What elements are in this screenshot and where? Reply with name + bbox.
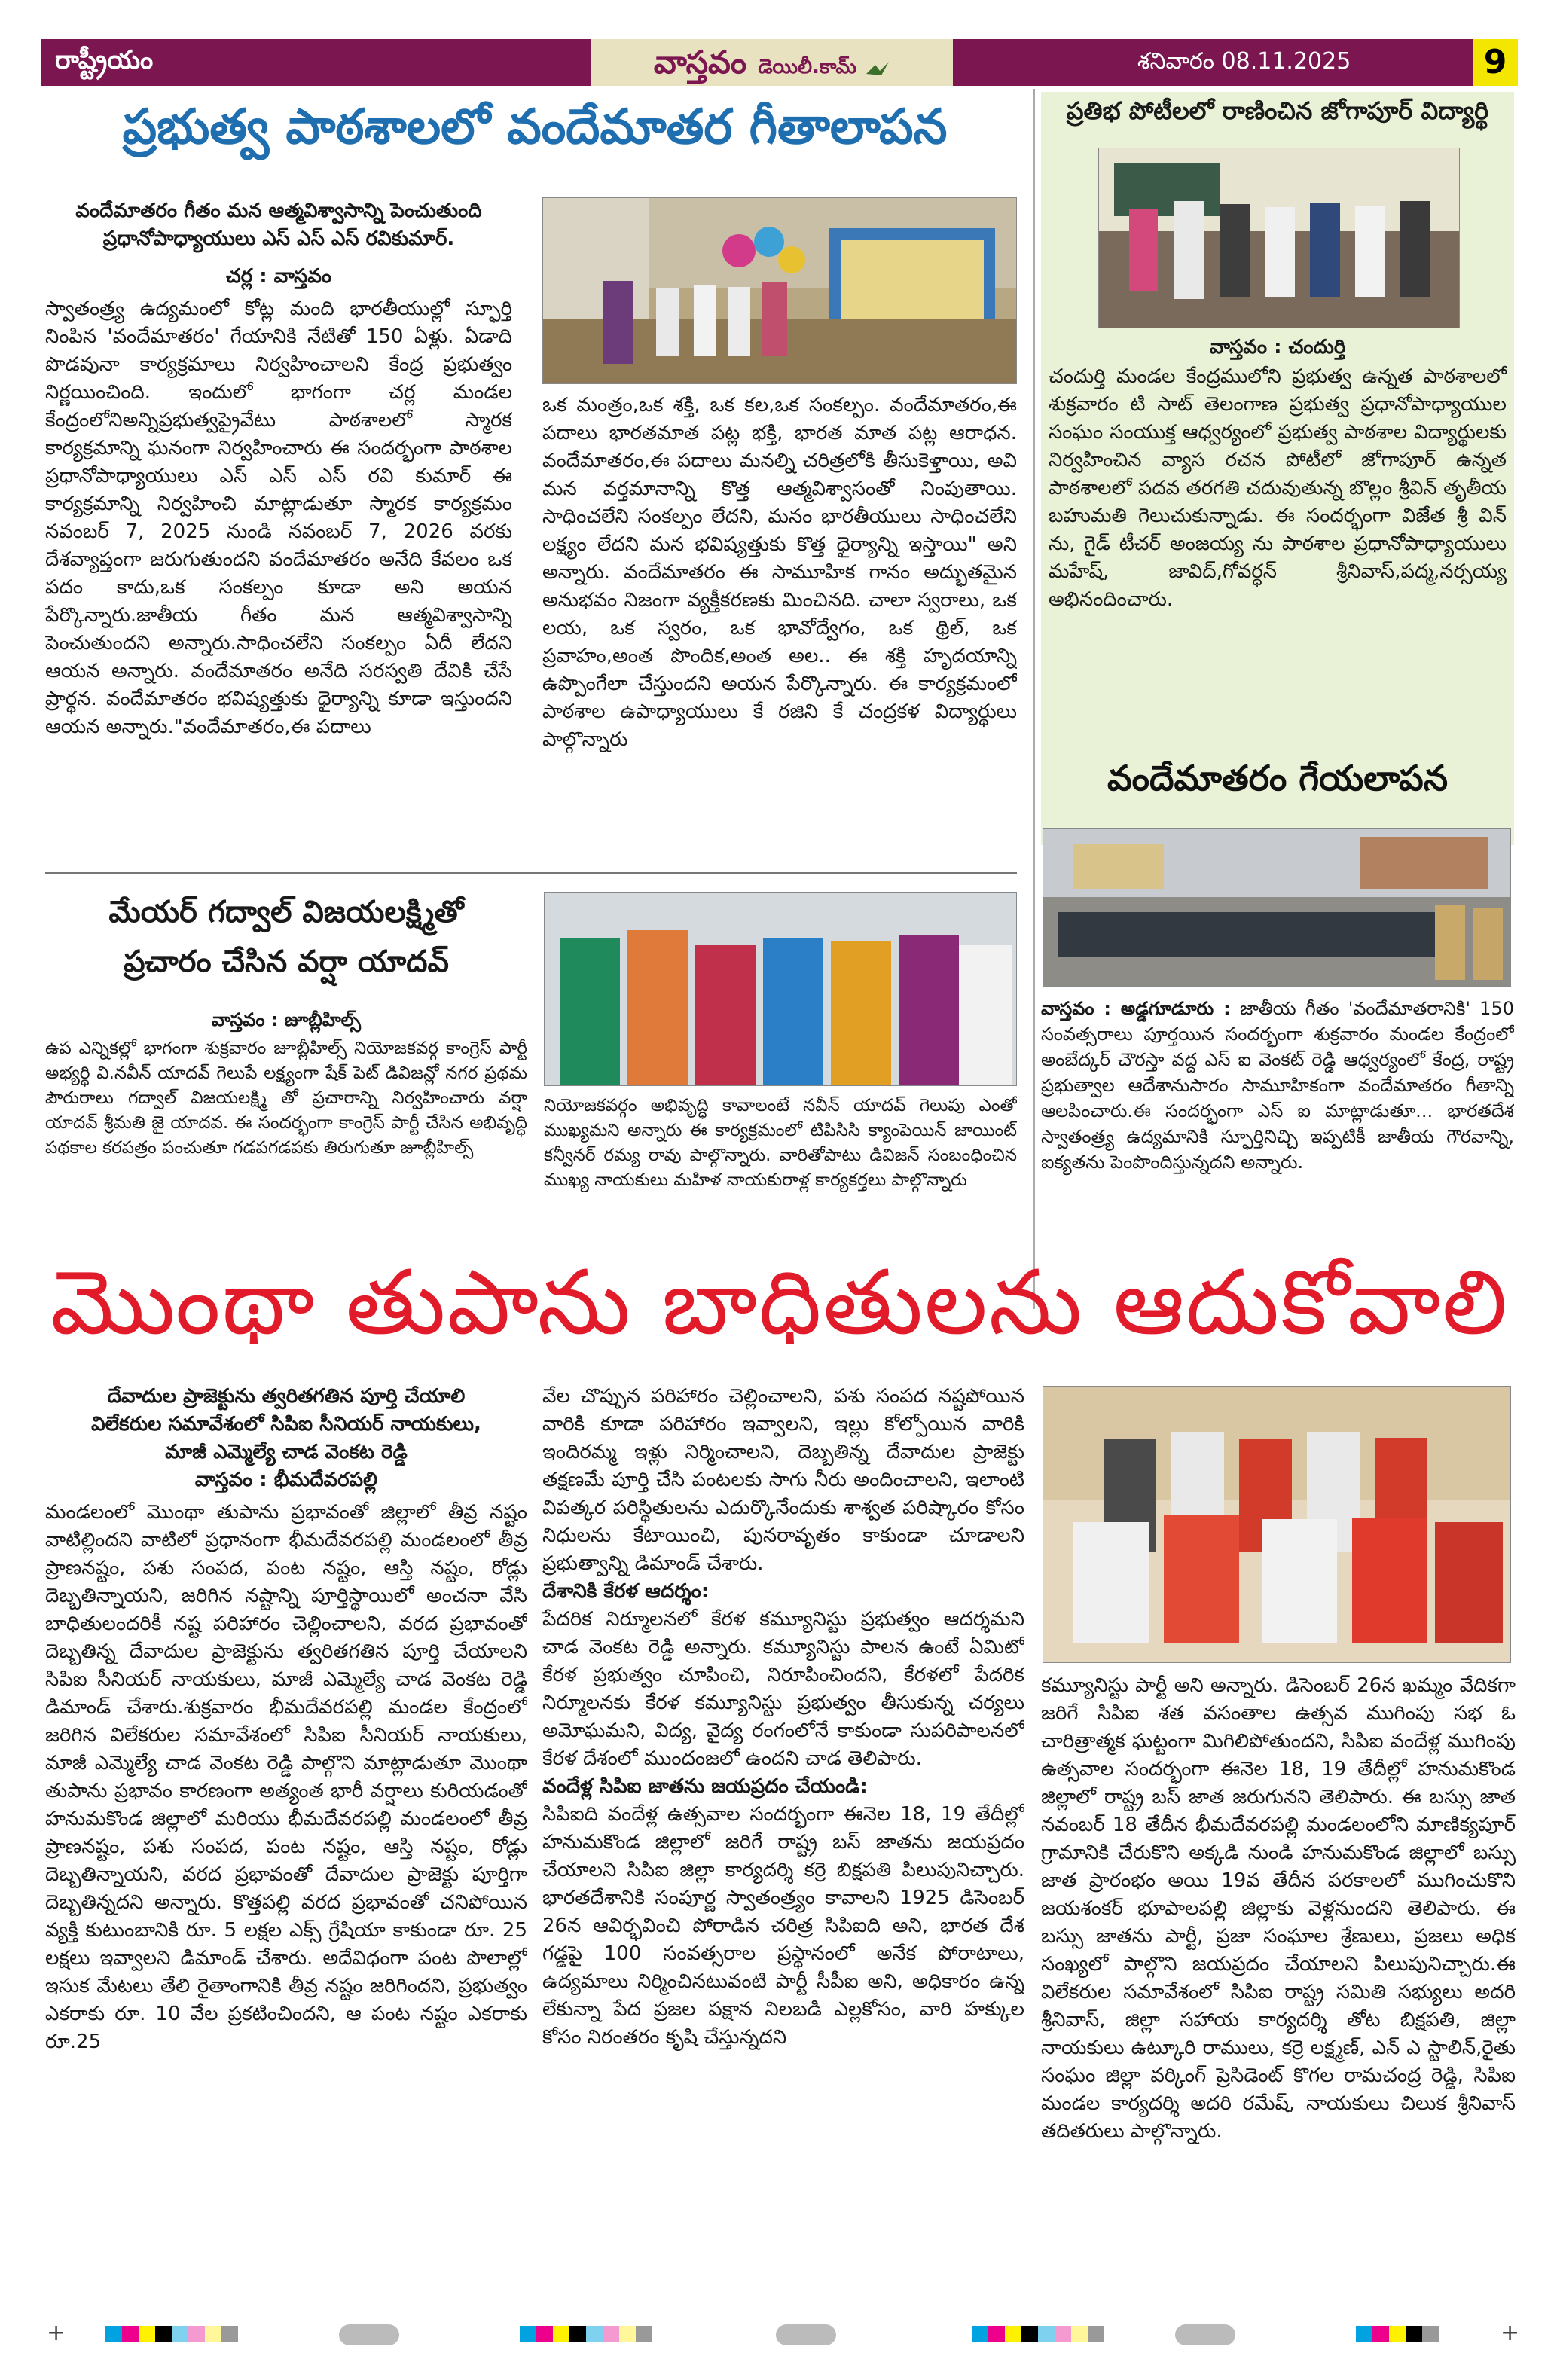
article5-headline: మొంథా తుపాను బాధితులను ఆదుకోవాలి <box>50 1250 1509 1354</box>
article2-photo <box>1098 148 1460 328</box>
campaign-group-photo <box>545 892 1017 1086</box>
color-bar-right <box>972 2326 1104 2345</box>
article1-lead: వందేమాతరం గీతం మన ఆత్మవిశ్వాసాన్ని పెంచుతుంది ప్రధానోపాధ్యాయులు ఎస్ ఎస్ ఎస్ రవికుమార్. <box>75 200 482 250</box>
article5-col2 <box>542 1383 1024 2312</box>
article1-photo <box>542 197 1017 384</box>
masthead-subtitle: డెయిలీ.కామ్ <box>758 56 857 78</box>
article4-body2: నియోజకవర్గం అభివృద్ధి కావాలంటే నవీన్ యాదవ్ గెలుపు ఎంతో ముఖ్యమని అన్నారు ఈ కార్యక్రమంలో టిపిసిసి క్యాంపెయిన్ జాయింట్ కన్వీనర్ రమ్య రావు పాల్గొన్నారు. వారితోపాటు డివిజన్ సంబంధించిన ముఖ్య నాయకులు మహిళ నాయకురాళ్ల కార్యకర్తలు పాల్గొన్నారు <box>544 1096 1017 1190</box>
article1-col1: స్వాతంత్ర్య ఉద్యమంలో కోట్ల మంది భారతీయుల్లో స్ఫూర్తి నింపిన 'వందేమాతరం' గేయానికి నేటితో 150 ఏళ్లు. ఏడాది పొడవునా కార్యక్రమాలు నిర్వహించాలని కేంద్ర ప్రభుత్వం నిర్ణయించింది. ఇందులో భాగంగా చర్ల మండల కేంద్రంలోనిఅన్నిప్రభుత్వప్రైవేటు పాఠశాలలో స్మారక కార్యక్రమాన్ని ఘనంగా నిర్వహించారు ఈ సందర్భంగా పాఠశాల ప్రధానోపాధ్యాయులు ఎస్ ఎస్ ఎస్ రవి కుమార్ ఈ కార్యక్రమాన్ని నిర్వహించి మాట్లాడుతూ స్మారక కార్యక్రమం నవంబర్ 7, 2025 నుండి నవంబర్ 7, 2026 వరకు దేశవ్యాప్తంగా జరుగుతుందని వందేమాతరం అనేది కేవలం ఒక పదం కాదు,ఒక సంకల్పం కూడా అని అయన పేర్కొన్నారు.జాతీయ గీతం మన ఆత్మవిశ్వాసాన్ని పెంచుతుందని అన్నారు.సాధించలేని సంకల్పం ఏదీ లేదని ఆయన అన్నారు. వందేమాతరం అనేది సరస్వతి దేవికి చేసే ప్రార్థన. వందేమాతరం భవిష్యత్తుకు ధైర్యాన్ని కూడా ఇస్తుందని ఆయన అన్నారు."వందేమాతరం,ఈ పదాలు <box>45 298 512 738</box>
page-header <box>41 39 1518 86</box>
press-meet-photo <box>1043 1387 1511 1663</box>
article5-photo <box>1043 1386 1511 1663</box>
article1-dateline: చర్ల : వాస్తవం <box>225 265 332 288</box>
article5-dateline: వాస్తవం : భీమదేవరపల్లి <box>194 1469 378 1491</box>
gray-patch-2 <box>776 2324 836 2345</box>
article1-col2: ఒక మంత్రం,ఒక శక్తి, ఒక కల,ఒక సంకల్పం. వందేమాతరం,ఈ పదాలు భారతమాత పట్ల భక్తి, భారత మాత పట్ల ఆరాధన. వందేమాతరం,ఈ పదాలు మనల్ని చరిత్రలోకి తీసుకెళ్తాయి, అవి మన వర్తమానాన్ని కొత్త ఆత్మవిశ్వాసంతో నింపుతాయి. సాధించలేని సంకల్పం లేదని, మనం భారతీయులు సాధించలేని లక్ష్యం లేదని మన భవిష్యత్తుకు కొత్త ధైర్యాన్ని ఇస్తాయి" అని అన్నారు. వందేమాతరం ఈ సామూహిక గానం అద్భుతమైన అనుభవం నిజంగా వ్యక్తీకరణకు మించినది. చాలా స్వరాలు, ఒక లయ, ఒక స్వరం, ఒక భావోద్వేగం, ఒక థ్రిల్, ఒక ప్రవాహం,అంత పొందిక,అంత అల.. ఈ శక్తి హృదయాన్ని ఉప్పొంగేలా చేస్తుందని అయన పేర్కొన్నారు. ఈ కార్యక్రమంలో పాఠశాల ఉపాధ్యాయులు కే రజిని కే చంద్రకళ విద్యార్థులు పాల్గొన్నారు <box>542 394 1017 751</box>
article4-body: ఉప ఎన్నికల్లో భాగంగా శుక్రవారం జూబ్లీహిల్స్ నియోజకవర్గ కాంగ్రెస్ పార్టీ అభ్యర్థి వి.నవీన్ యాదవ్ గెలుపే లక్ష్యంగా షేక్ పెట్ డివిజన్లో నగర ప్రథమ పౌరురాలు గద్వాల్ విజయలక్ష్మి తో ప్రచారాన్ని నిర్వహించారు వర్షా యాదవ్ శ్రీమతి జై యాదవ. ఈ సందర్భంగా కాంగ్రెస్ పార్టీ చేసిన అభివృద్ధి పథకాల కరపత్రం పంచుతూ గడపగడపకు తిరుగుతూ జూబ్లీహిల్స్ <box>45 1039 527 1158</box>
award-ceremony-photo <box>1099 148 1460 328</box>
group-singing-photo <box>1043 829 1511 987</box>
article2-headline: ప్రతిభ పోటీలలో రాణించిన జోగాపూర్ విద్యార్థి <box>1066 96 1489 125</box>
color-bar-center <box>520 2326 652 2345</box>
registration-mark-icon-right: + <box>1501 2320 1520 2346</box>
article1-headline: ప్రభుత్వ పాఠశాలలో వందేమాతర గీతాలాపన <box>122 99 948 155</box>
article5-col2b: పేదరిక నిర్మూలనలో కేరళ కమ్యూనిస్టు ప్రభుత్వం ఆదర్శమని చాడ వెంకట రెడ్డి అన్నారు. కమ్యూనిస్టు పాలన ఉంటే ఏమిటో కేరళ ప్రభుత్వం చూపించి, నిరూపించిందని, కేరళలో పేదరిక నిర్మూలనకు కేరళ కమ్యూనిస్టు ప్రభుత్వం తీసుకున్న చర్యలు అమోఘమని, విద్య, వైద్య రంగంలోనే కాకుండా సుపరిపాలనలో కేరళ దేశంలో ముందంజలో ఉందని చాడ తెలిపారు. <box>542 1608 1024 1770</box>
page-number: 9 <box>1473 39 1518 86</box>
bird-logo-icon <box>865 59 890 81</box>
school-assembly-photo <box>543 198 1017 384</box>
article5-lead2: విలేకరుల సమావేశంలో సిపిఐ సీనియర్ నాయకులు, <box>91 1413 481 1436</box>
article4-dateline: వాస్తవం : జూబ్లీహిల్స్ <box>212 1009 361 1030</box>
section-label: రాష్ట్రీయం <box>55 45 154 75</box>
gray-patch-3 <box>1175 2324 1235 2345</box>
article5-subhead1: దేశానికి కేరళ ఆదర్శం: <box>542 1580 710 1603</box>
article4-headline-line2: ప్రచారం చేసిన వర్షా యాదవ్ <box>124 944 449 979</box>
gray-patch <box>339 2324 399 2345</box>
issue-date: శనివారం 08.11.2025 <box>1137 48 1351 75</box>
article5-col2c: సిపిఐది వందేళ్ల ఉత్సవాల సందర్భంగా ఈనెల 18, 19 తేదీల్లో హనుమకొండ జిల్లాలో జరిగే రాష్ట్ర బస్ జాతను జయప్రదం చేయాలని సిపిఐ జిల్లా కార్యదర్శి కర్రె బిక్షపతి పిలుపునిచ్చారు. భారతదేశానికి సంపూర్ణ స్వాతంత్ర్యం కావాలని 1925 డిసెంబర్ 26న ఆవిర్భవించి పోరాడిన చరిత్ర సిపిఐది అని, భారత దేశ గడ్డపై 100 సంవత్సరాల ప్రస్థానంలో అనేక పోరాటాలు, ఉద్యమాలు నిర్మించినటువంటి పార్టీ సీపీఐ అని, అధికారం ఉన్న లేకున్నా పేద ప్రజల పక్షాన నిలబడి ఎల్లకోసం, వారి హక్కుల కోసం నిరంతరం కృషి చేస్తున్నదని <box>542 1803 1024 2049</box>
masthead-box <box>591 39 953 86</box>
article5-lead3: మాజీ ఎమ్మెల్యే చాడ వెంకట రెడ్డి <box>165 1441 408 1463</box>
article3-headline: వందేమాతరం గేయలాపన <box>1107 758 1449 798</box>
color-bar-far-right <box>1356 2326 1439 2345</box>
article4-headline-line1: మేయర్ గద్వాల్ విజయలక్ష్మితో <box>108 895 464 929</box>
article5-col1: మండలంలో మొంథా తుపాను ప్రభావంతో జిల్లాలో తీవ్ర నష్టం వాటిల్లిందని వాటిలో ప్రధానంగా భీమదేవరపల్లి మండలంలో తీవ్ర ప్రాణనష్టం, పశు సంపద, పంట నష్టం, ఆస్తి నష్టం, రోడ్లు దెబ్బతిన్నాయని, జరిగిన నష్టాన్ని పూర్తిస్థాయిలో అంచనా వేసి బాధితులందరికీ నష్ట పరిహారం చెల్లించాలని, వరద ప్రభావంతో దెబ్బతిన్న దేవాదుల ప్రాజెక్టును త్వరితగతిన పూర్తి చేయాలని సిపిఐ సీనియర్ నాయకులు, మాజీ ఎమ్మెల్యే చాడ వెంకట రెడ్డి డిమాండ్ చేశారు.శుక్రవారం భీమదేవరపల్లి మండల కేంద్రంలో జరిగిన విలేకరుల సమావేశంలో సిపిఐ సీనియర్ నాయకులు, మాజీ ఎమ్మెల్యే చాడ వెంకట రెడ్డి పాల్గొని మాట్లాడుతూ మొంథా తుపాను ప్రభావం కారణంగా అత్యంత భారీ వర్షాలు కురియడంతో హనుమకొండ జిల్లాలో మరియు భీమదేవరపల్లి మండలంలో తీవ్ర ప్రాణనష్టం, పశు సంపద, పంట నష్టం, ఆస్తి నష్టం, రోడ్లు దెబ్బతిన్నాయని, వరద ప్రభావంతో దేవాదుల ప్రాజెక్టు పూర్తిగా దెబ్బతిన్నదని అన్నారు. కొత్తపల్లి వరద ప్రభావంతో చనిపోయిన వ్యక్తి కుటుంబానికి రూ. 5 లక్షల ఎక్స్ గ్రేషియా కాకుండా రూ. 25 లక్షలు ఇవ్వాలని డిమాండ్ చేశారు. అదేవిధంగా పంట పొలాల్లో ఇసుక మేటలు తేలి రైతాంగానికి తీవ్ర నష్టం జరిగిందని, ప్రభుత్వం ఎకరాకు రూ. 10 వేల ప్రకటించిందని, ఆ పంట నష్టం ఎకరాకు రూ.25 <box>45 1501 527 2053</box>
article3-body-wrap <box>1041 996 1514 1222</box>
article5-col3: కమ్యూనిస్టు పార్టీ అని అన్నారు. డిసెంబర్ 26న ఖమ్మం వేదికగా జరిగే సిపిఐ శత వసంతాల ఉత్సవ ముగింపు సభ ఓ చారిత్రాత్మక ఘట్టంగా మిగిలిపోతుందని, సిపిఐ వందేళ్ల ముగింపు ఉత్సవాల సందర్భంగా ఈనెల 18, 19 తేదీల్లో హనుమకొండ జిల్లాలో రాష్ట్ర బస్ జాత జరుగునని తెలిపారు. ఈ బస్సు జాత నవంబర్ 18 తేదీన భీమదేవరపల్లి మండలంలోని మాణిక్యపూర్ గ్రామానికి చేరుకొని అక్కడి నుండి హనుమకొండ జిల్లాలో బస్సు జాత ప్రారంభం అయి 19వ తేదీన పరకాలలో ముగించుకొని జయశంకర్ భూపాలపల్లి జిల్లాకు వెళ్లనుందని తెలిపారు. ఈ బస్సు జాతను పార్టీ, ప్రజా సంఘాల శ్రేణులు, ప్రజలు అధిక సంఖ్యలో పాల్గొని జయప్రదం చేయాలని పిలుపునిచ్చారు.ఈ విలేకరుల సమావేశంలో సిపిఐ రాష్ట్ర సమితి సభ్యులు అదరి శ్రీనివాస్, జిల్లా సహాయ కార్యదర్శి తోట బిక్షపతి, జిల్లా నాయకులు ఉట్కూరి రాములు, కర్రె లక్ష్మణ్, ఎన్ ఎ స్టాలిన్,రైతు సంఘం జిల్లా వర్కింగ్ ప్రెసిడెంట్ కొగల రామచంద్ర రెడ్డి, సిపిఐ మండల కార్యదర్శి అదరి రమేష్, నాయకులు చిలుక శ్రీనివాస్ తదితరులు పాల్గొన్నారు. <box>1041 1674 1516 2143</box>
registration-mark-icon: + <box>47 2320 66 2346</box>
article5-subhead2: వందేళ్ల సిపిఐ జాతను జయప్రదం చేయండి: <box>542 1775 868 1798</box>
article3-dateline: వాస్తవం : అడ్డగూడూరు : <box>1041 998 1231 1019</box>
article-divider <box>45 872 1017 874</box>
article3-photo <box>1043 828 1511 987</box>
color-bar-left <box>105 2326 238 2345</box>
masthead-title: వాస్తవం <box>653 44 747 81</box>
article3-body: జాతీయ గీతం 'వందేమాతరానికి' 150 సంవత్సరాలు పూర్తయిన సందర్భంగా శుక్రవారం మండల కేంద్రంలో అంబేద్కర్ చౌరస్తా వద్ద ఎస్ ఐ వెంకట్ రెడ్డి ఆధ్వర్యంలో కేంద్ర, రాష్ట్ర ప్రభుత్వాల ఆదేశానుసారం సామూహికంగా వందేమాతరం గీతాన్ని ఆలపించారు.ఈ సందర్భంగా ఎస్ ఐ మాట్లాడుతూ... భారతదేశ స్వాతంత్ర్య ఉద్యమానికి స్ఫూర్తినిచ్చి ఇప్పటికీ జాతీయ గౌరవాన్ని, ఐక్యతను పెంపొందిస్తున్నదని అన్నారు. <box>1041 998 1514 1173</box>
article5-lead1: దేవాదుల ప్రాజెక్టును త్వరితగతిన పూర్తి చేయాలి <box>107 1385 466 1408</box>
column-divider <box>1033 89 1035 1309</box>
article4-photo <box>544 892 1017 1086</box>
article2-dateline: వాస్తవం : చందుర్తి <box>1209 336 1346 359</box>
article2-body: చందుర్తి మండల కేంద్రములోని ప్రభుత్వ ఉన్నత పాఠశాలలో శుక్రవారం టి సాట్ తెలంగాణ ప్రభుత్వ ప్రధానోపాధ్యాయుల సంఘం సంయుక్త ఆధ్వర్యంలో ప్రభుత్వ పాఠశాల విద్యార్థులకు నిర్వహించిన వ్యాస రచన పోటీలో జోగాపూర్ ఉన్నత పాఠశాలలో పదవ తరగతి చదువుతున్న బొల్లం శ్రీవిన్ తృతీయ బహుమతి గెలుచుకున్నాడు. ఈ సందర్భంగా విజేత శ్రీ విన్ ను, గైడ్ టీచర్ అంజయ్య ను పాఠశాల ప్రధానోపాధ్యాయులు మహేష్, జావిద్,గోవర్ధన్ శ్రీనివాస్,పద్మ,నర్సయ్య అభినందించారు. <box>1049 365 1507 611</box>
article5-col2a: వేల చొప్పున పరిహారం చెల్లించాలని, పశు సంపద నష్టపోయిన వారికి కూడా పరిహారం ఇవ్వాలని, ఇల్లు కోల్పోయిన వారికి ఇందిరమ్మ ఇళ్లు నిర్మించాలని, దెబ్బతిన్న దేవాదుల ప్రాజెక్టు తక్షణమే పూర్తి చేసి పంటలకు సాగు నీరు అందించాలని, ఇలాంటి విపత్కర పరిస్థితులను ఎదుర్కొనేందుకు శాశ్వత పరిష్కారం కోసం నిధులను కేటాయించి, పునరావృతం కాకుండా చూడాలని ప్రభుత్వాన్ని డిమాండ్ చేశారు. <box>542 1385 1024 1575</box>
